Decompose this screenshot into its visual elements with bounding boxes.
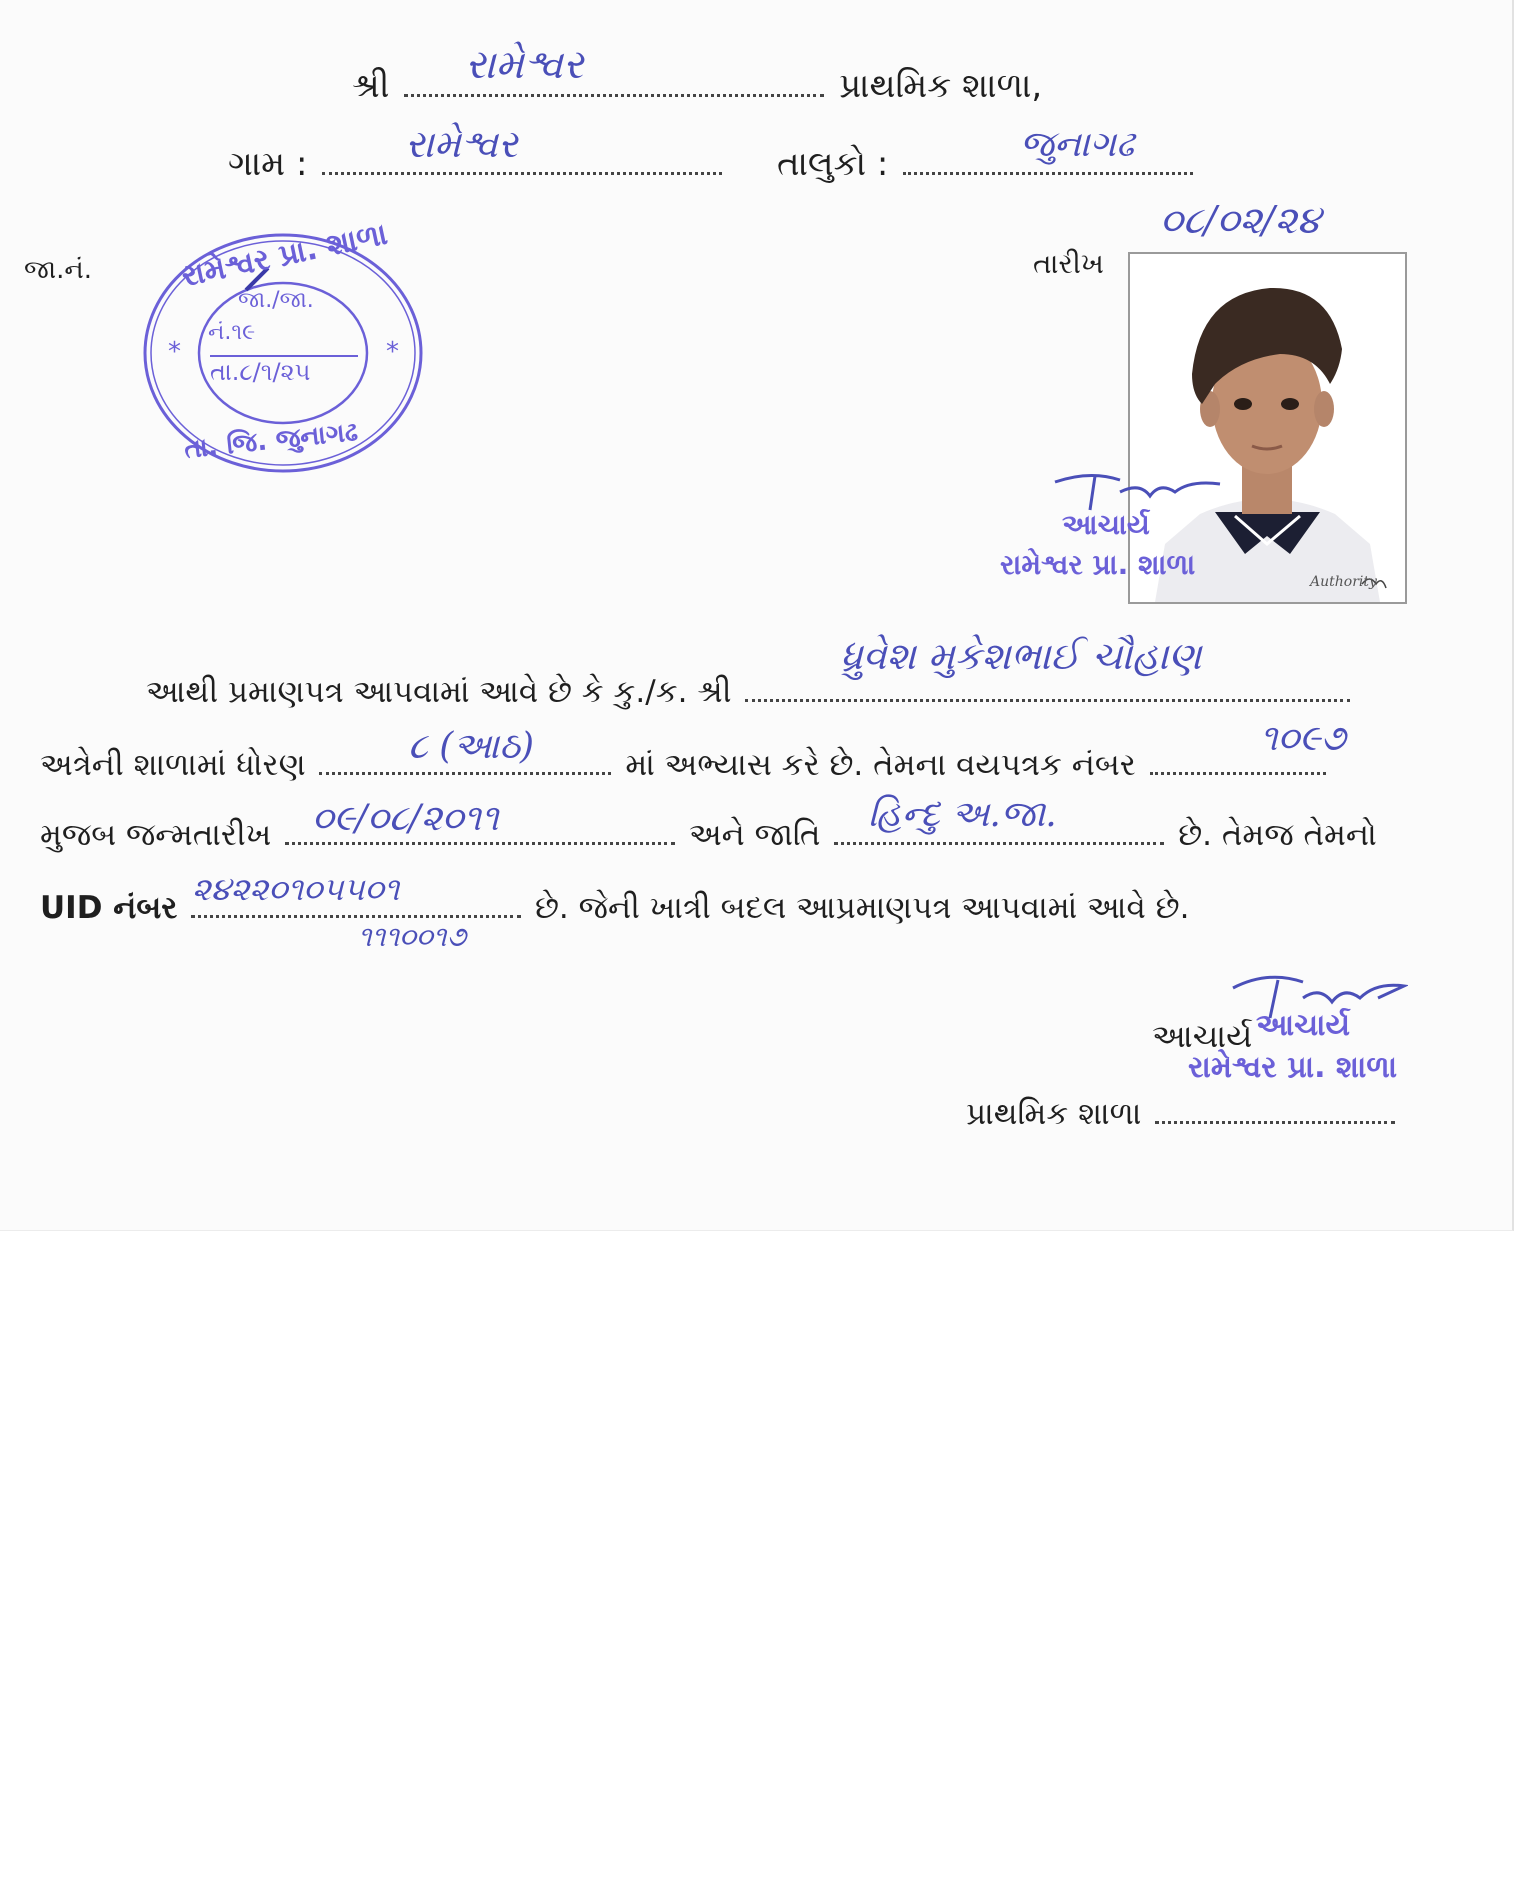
school-suffix: પ્રાથમિક શાળા, xyxy=(839,66,1043,106)
caste-handwritten: હિન્દુ અ.જા. xyxy=(868,794,1057,835)
uid-handwritten-2: ૧૧૧૦૦૧૭ xyxy=(358,920,467,953)
stamp-ring-bottom: તા. જિ. જુનાગઢ xyxy=(182,416,360,466)
uid-label: UID નંબર xyxy=(40,890,178,926)
taluka-label: તાલુકો : xyxy=(777,144,889,184)
footer-acharya-printed: આચાર્ય xyxy=(1152,1017,1253,1055)
school-round-stamp xyxy=(138,216,428,478)
body-line-2 xyxy=(40,745,1330,785)
svg-text:*: * xyxy=(386,337,399,367)
std-handwritten: ૮ (આઠ) xyxy=(408,726,535,767)
taluka-handwritten: જુનાગઢ xyxy=(1020,124,1134,165)
village-handwritten: રામેશ્વર xyxy=(405,122,518,166)
stamp-inner-no: નં.૧૯ xyxy=(208,320,256,345)
footer-school-line xyxy=(966,1094,1399,1134)
village-label: ગામ : xyxy=(228,144,308,184)
footer-school-dots xyxy=(1155,1099,1395,1124)
date-label: તારીખ xyxy=(1033,247,1104,280)
stamp-ring-top: રામેશ્વર પ્રા. શાળા xyxy=(178,216,391,295)
line3-prefix: મુજબ જન્મતારીખ xyxy=(40,817,272,853)
line1-prefix: આથી પ્રમાણપત્ર આપવામાં આવે છે કે કુ./ક. શ્રી xyxy=(146,674,732,710)
footer-acharya-stamp: આચાર્ય xyxy=(1256,1008,1351,1043)
dob-handwritten: ૦૯/૦૮/૨૦૧૧ xyxy=(312,798,499,839)
photo-mark: Authority xyxy=(1310,574,1377,590)
body-line-3 xyxy=(40,815,1377,855)
line3-mid: અને જાતિ xyxy=(688,817,821,853)
photo-stamp-school: રામેશ્વર પ્રા. શાળા xyxy=(1000,548,1196,581)
line3-suffix: છે. તેમજ તેમનો xyxy=(1178,817,1377,853)
header-school-line xyxy=(352,66,1042,106)
student-name-handwritten: ધ્રુવેશ મુકેશભાઈ ચૌહાણ xyxy=(840,634,1202,678)
footer-school-label: પ્રાથમિક શાળા xyxy=(966,1096,1142,1132)
school-name-handwritten: રામેશ્વર xyxy=(465,42,584,88)
register-no-handwritten: ૧૦૯૭ xyxy=(1260,718,1346,759)
line2-mid: માં અભ્યાસ કરે છે. તેમના વયપત્રક નંબર xyxy=(625,747,1136,783)
uid-handwritten-1: ૨૪૨૨૦૧૦૫૫૦૧ xyxy=(192,870,400,908)
svg-text:*: * xyxy=(168,337,181,367)
photo-stamp-title: આચાર્ય xyxy=(1062,508,1150,541)
ref-no-label: જા.નં. xyxy=(24,255,93,285)
stamp-inner-label: જા./જા. xyxy=(238,288,314,313)
date-handwritten: ૦૮/૦૨/૨૪ xyxy=(1160,198,1321,242)
student-name-dots xyxy=(745,677,1350,702)
village-dots xyxy=(322,150,722,175)
line2-prefix: અત્રેની શાળામાં ધોરણ xyxy=(40,747,306,783)
footer-school-stamp: રામેશ્વર પ્રા. શાળા xyxy=(1188,1050,1398,1085)
line4-suffix: છે. જેની ખાત્રી બદલ આપ્રમાણપત્ર આપવામાં આવે છે. xyxy=(534,890,1190,926)
shri-label: શ્રી xyxy=(352,66,390,106)
stamp-inner-date: તા.૮/૧/૨૫ xyxy=(210,358,311,386)
